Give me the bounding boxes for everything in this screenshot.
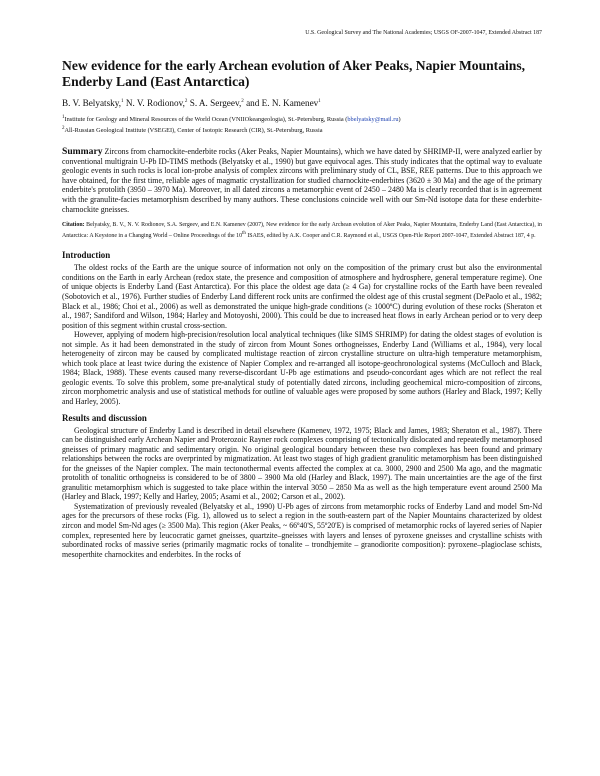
email-link[interactable]: bbelyatsky@mail.ru	[347, 116, 399, 124]
affiliation-2	[62, 125, 542, 136]
summary-paragraph	[62, 147, 542, 214]
author-sergeev: S. A. Sergeev,	[187, 98, 242, 108]
citation-text: Belyatsky, B. V., N. V. Rodionov, S.A. Sergeev, and E.N. Kamenev (2007), New evidence for the early Archean evolution of Aker Peaks, Napier Mountains, Enderby Land (East Antarctica), in Antarctica: A Keystone in a Changing World – Online Proceedings of the 10	[62, 222, 542, 239]
author-affil-marker: 1	[121, 98, 124, 104]
author-rodionov: N. V. Rodionov,	[123, 98, 185, 108]
author-affil-marker: 2	[241, 98, 244, 104]
affiliation-1	[62, 114, 542, 125]
section-heading-introduction: Introduction	[62, 250, 111, 261]
author-belyatsky: B. V. Belyatsky,	[62, 98, 122, 108]
author-affil-marker: 2	[184, 98, 188, 104]
running-header: U.S. Geological Survey and The National Academies; USGS OF-2007-1047, Extended Abstract 187	[305, 30, 542, 36]
affil-marker: 1	[62, 115, 65, 120]
section-heading-results: Results and discussion	[62, 412, 147, 423]
summary-text: Zircons from charnockite-enderbite rocks (Aker Peaks, Napier Mountains), which we have dated by SHRIMP-II, were analyzed earlier by conventional multigrain U-Pb ID-TIMS methods (Belyatsky et al., 1990) but gave equivocal ages. This study indicates that the optimal way to evaluate geologic events in such rocks is local ion-probe analysis of complex zircons with preliminary study of CL, BSE, REE patterns. Due to this approach we have obtained, for the first time, reliable ages of magmatic crystallization for studied charnockite-enderbites (3620 ± 30 Ma) and the age of the primary enderbite's protolith (3950 – 3970 Ma). Moreover, in all dated zircons a metamorphic event of 2450 – 2480 Ma is clearly recorded that is in agreement with the granulite-facies metamorphism described by many authors. These conclusions coincide well with our Sm-Nd isotope data for these enderbite-charnockite gneisses.	[62, 147, 542, 214]
citation-superscript: th	[242, 230, 246, 236]
author-list	[62, 98, 542, 108]
citation-text: ISAES, edited by A.K. Cooper and C.R. Raymond et al., USGS Open-File Report 2007-1047, Extended Abstract 187, 4 p.	[245, 232, 536, 239]
summary-label: Summary	[62, 146, 103, 157]
author-kamenev: and E. N. Kamenev	[243, 98, 319, 108]
citation-paragraph	[62, 222, 542, 240]
affil-text: )	[398, 116, 401, 124]
intro-paragraph-2: However, applying of modern high-precision/resolution local analytical techniques (like SIMS SHRIMP) for dating the oldest stages of evolution is not simple. As it had been demonstrated in the study of zircon from Mount Sones orthogneisses, Enderby Land (Williams et al., 1984), very local heterogeneity of zircon may be caused by complicated multistage reaction of zircon crystalline structure on ultra-high temperature metamorphism, which took place at least twice during the existence of Napier Complex and re-arranged all isotope-geochronological systems (McCulloch and Black, 1984; Black, 1988). These events caused many reverse-discordant U-Pb age estimations and pseudo-concordant ages which are not reflect the real geologic events. To solve this problem, some pre-analytical study of potentially dated zircons, including geochemical micro-composition of zircons, zircon morphometric analysis and use of statistical methods for outline of valuable ages were proposed by some authors (Harley and Black, 1997; Kelly and Harley, 2005).	[62, 330, 542, 406]
affil-text: All-Russian Geological Institute (VSEGEI), Center of Isotopic Research (CIR), St.-Petersburg, Russia	[64, 126, 323, 134]
paper-title: New evidence for the early Archean evolution of Aker Peaks, Napier Mountains, Enderby Land (East Antarctica)	[62, 58, 526, 89]
author-affil-marker: 1	[318, 98, 321, 104]
citation-label: Citation:	[62, 222, 85, 229]
affil-marker: 2	[62, 125, 65, 131]
results-paragraph-2: Systematization of previously revealed (Belyatsky et al., 1990) U-Pb ages of zircons from metamorphic rocks of Enderby Land and model Sm-Nd ages for the precursors of these rocks (Fig. 1), allowed us to select a region in the south-eastern part of the Napier Mountains characterized by oldest zircon and model Sm-Nd ages (≥ 3500 Ma). This region (Aker Peaks, ~ 66º40'S, 55º20'E) is comprised of metamorphic rocks of layered series of Napier complex, represented here by leucocratic garnet gneisses, quartzite–gneisses with layers and lenses of pyroxene gneisses and crystalline schists with subordinated rocks of massive series (primarily magmatic rocks of tonalite – trondhjemite – granodiorite composition): pyroxene–plagioclase schists, mesoperthite charnockites and enderbites. In the rocks of	[62, 501, 542, 559]
results-paragraph-1: Geological structure of Enderby Land is described in detail elsewhere (Kamenev, 1972, 1975; Black and James, 1983; Sheraton et al., 1987). There can be distinguished early Archean Napier and Proterozoic Rayner rock complexes comprising of tectonically dislocated and repeatedly metamorphosed gneisses of primary magmatic and sedimentary origin. No original geological boundary between these two complexes has been found and primary relationships between the rocks are overprinted by migmatization. At least two stages of high gradient granulitic metamorphism has been distinguished for the gneisses of the Napier complex. The main tectonothermal events affected the complex at ca. 3000, 2900 and 2500 Ma ago, and the magmatic protolith of tonalitic orthogneiss is considered to be of 3800 – 3900 Ma old (Harley and Black, 1997). The main uncertainties are the age of the first granulitic metamorphism which is suggested to take place within the interval 3050 – 2850 Ma as well as the high temperature event around 2500 Ma (Harley and Black, 1997; Kelly and Harley, 2005; Asami et al., 2002; Carson et al., 2002).	[62, 425, 542, 502]
intro-paragraph-1: The oldest rocks of the Earth are the unique source of information not only on the composition of the primary crust but also the environmental conditions on the Earth in early Archean (redox state, the presence and composition of atmosphere and hydrosphere, general temperature regime). One of unique objects is Enderby Land (East Antarctica). For this place the oldest age data (≥ 4 Ga) for crystalline rocks of the Earth have been revealed (Sobotovich et al., 1976). Further studies of Enderby Land different rock units are confirmed the oldest age of this crustal segment (DePaolo et al., 1982; Black et al., 1986; Choi et al., 2006) as well as demonstrated the unique high-grade conditions (≥ 1000ºC) during evolution of these rocks (Sheraton et al., 1987; Sandiford and Wilson, 1984; Harley and Motoyoshi, 2000). This could be due to increased heat flows in early Archean period or to very deep position of this segment within crustal cross-section.	[62, 263, 542, 330]
affil-text: Institute for Geology and Mineral Resources of the World Ocean (VNIIOkeangeologia), St.-Petersburg, Russia (	[64, 116, 348, 124]
